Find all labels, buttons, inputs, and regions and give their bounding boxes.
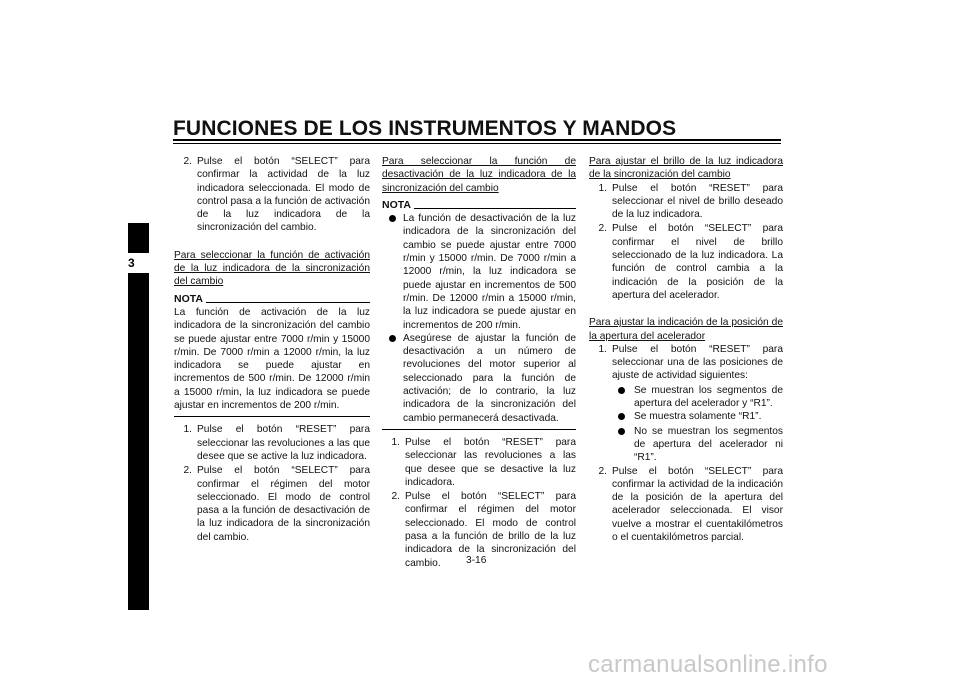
step-number: 2. bbox=[183, 156, 192, 167]
step bbox=[589, 222, 783, 302]
section-heading: Para ajustar la indicación de la posición de la apertura del acelerador bbox=[589, 317, 783, 342]
nota-bullet bbox=[382, 212, 576, 332]
page-number: 3-16 bbox=[466, 555, 487, 566]
step-number: 2. bbox=[598, 465, 607, 477]
nota-header bbox=[382, 199, 576, 212]
bullet-dot-icon bbox=[389, 215, 396, 222]
step bbox=[174, 423, 370, 463]
nota-end-rule bbox=[174, 416, 370, 417]
watermark: carmanualsonline.info bbox=[588, 651, 828, 678]
bullet-dot-icon bbox=[618, 387, 625, 394]
step bbox=[174, 464, 370, 544]
step-text: Pulse el botón “SELECT” para confirmar la actividad de la indicación de la posición de la apertura del acelerador seleccionada. El visor vuelve a mostrar el cuentakilómetros o el cuentakilómetros parcial. bbox=[612, 465, 783, 544]
step bbox=[589, 465, 783, 545]
step bbox=[589, 343, 783, 383]
nota-end-rule bbox=[382, 429, 576, 430]
step-text: Pulse el botón “SELECT” para confirmar el régimen del motor seleccionado. El modo de control pasa a la función de desactivación de la luz indicadora de la sincronización del cambio. bbox=[197, 465, 370, 543]
step-text: Pulse el botón “RESET” para seleccionar una de las posiciones de ajuste de actividad siguientes: bbox=[612, 343, 783, 382]
bullet-text: No se muestran los segmentos de apertura del acelerador ni “R1”. bbox=[634, 425, 783, 464]
nota-text: La función de activación de la luz indicadora de la sincronización del cambio se puede ajustar entre 7000 r/min y 15000 r/min. De 7000 r/min a 12000 r/min, la luz indicadora se puede ajustar en incrementos de 500 r/min. De 12000 r/min a 15000 r/min, la luz indicadora se puede ajustar en incrementos de 200 r/min. bbox=[174, 306, 370, 412]
title-rule bbox=[173, 139, 781, 141]
step-text: Pulse el botón “RESET” para seleccionar las revoluciones a las que desee que se active la luz indicadora. bbox=[197, 424, 370, 462]
bullet-dot-icon bbox=[389, 335, 396, 342]
nota-rule bbox=[206, 302, 370, 303]
bullet-dot-icon bbox=[618, 413, 625, 420]
column-3 bbox=[589, 155, 783, 545]
step-number: 2. bbox=[183, 465, 192, 477]
page-title: FUNCIONES DE LOS INSTRUMENTOS Y MANDOS bbox=[173, 117, 677, 140]
step bbox=[382, 436, 576, 489]
step-number: 1. bbox=[598, 182, 607, 194]
option-bullet bbox=[609, 425, 783, 465]
column-2 bbox=[382, 155, 576, 571]
step-text: Pulse el botón “SELECT” para confirmar el régimen del motor seleccionado. El modo de control pasa a la función de brillo de la luz indicadora de la sincronización del cambio. bbox=[405, 491, 576, 569]
bullet-text: Se muestra solamente “R1”. bbox=[634, 411, 762, 423]
step-text: Pulse el botón “RESET” para seleccionar el nivel de brillo deseado de la luz indicadora. bbox=[612, 182, 783, 221]
nota-header bbox=[174, 293, 370, 306]
step-text: Pulse el botón “SELECT” para confirmar el nivel de brillo seleccionado de la luz indicadora. La función de control cambia a la indicación de la posición de la apertura del acelerador. bbox=[612, 223, 783, 301]
column-1 bbox=[174, 155, 370, 545]
option-bullet bbox=[609, 410, 783, 424]
nota-rule bbox=[414, 208, 576, 209]
step-number: 1. bbox=[183, 424, 192, 436]
step-number: 2. bbox=[391, 491, 400, 503]
chapter-tab bbox=[128, 223, 149, 610]
chapter-number: 3 bbox=[128, 253, 149, 273]
step-text: Pulse el botón “RESET” para seleccionar las revoluciones a las que desee que se desactive la luz indicadora. bbox=[405, 436, 576, 488]
bullet-dot-icon bbox=[618, 428, 625, 435]
step-number: 1. bbox=[391, 436, 400, 448]
step-text: Pulse el botón “SELECT” para confirmar la actividad de la luz indicadora seleccionada. El modo de control pasa a la función de activación de la luz indicadora de la sincronización del cambio. bbox=[197, 156, 370, 234]
section-heading: Para ajustar el brillo de la luz indicadora de la sincronización del cambio bbox=[589, 156, 783, 181]
bullet-text: Asegúrese de ajustar la función de desactivación a un número de revoluciones del motor superior al seleccionado para la función de activación; de lo contrario, la luz indicadora de la sincronización del cambio permanecerá desactivada. bbox=[403, 332, 576, 424]
step-number: 2. bbox=[598, 223, 607, 235]
section-heading: Para seleccionar la función de desactivación de la luz indicadora de la sincronización del cambio bbox=[382, 156, 576, 194]
bullet-text: Se muestran los segmentos de apertura del acelerador y “R1”. bbox=[634, 384, 783, 410]
step bbox=[174, 155, 370, 235]
section-heading: Para seleccionar la función de activación de la luz indicadora de la sincronización del cambio bbox=[174, 249, 370, 288]
nota-bullet bbox=[382, 332, 576, 425]
option-bullet bbox=[609, 384, 783, 411]
step-number: 1. bbox=[598, 343, 607, 355]
nota-label: NOTA bbox=[382, 198, 411, 211]
nota-label: NOTA bbox=[174, 292, 203, 305]
bullet-text: La función de desactivación de la luz indicadora de la sincronización del cambio se puede ajustar entre 7000 r/min y 15000 r/min. De 7000 r/min a 12000 r/min, la luz indicadora se puede ajustar en incrementos de 500 r/min. De 12000 r/min a 15000 r/min, la luz indicadora se puede ajustar en incrementos de 200 r/min. bbox=[403, 213, 576, 331]
step bbox=[589, 182, 783, 222]
title-rule-thin bbox=[173, 143, 781, 144]
